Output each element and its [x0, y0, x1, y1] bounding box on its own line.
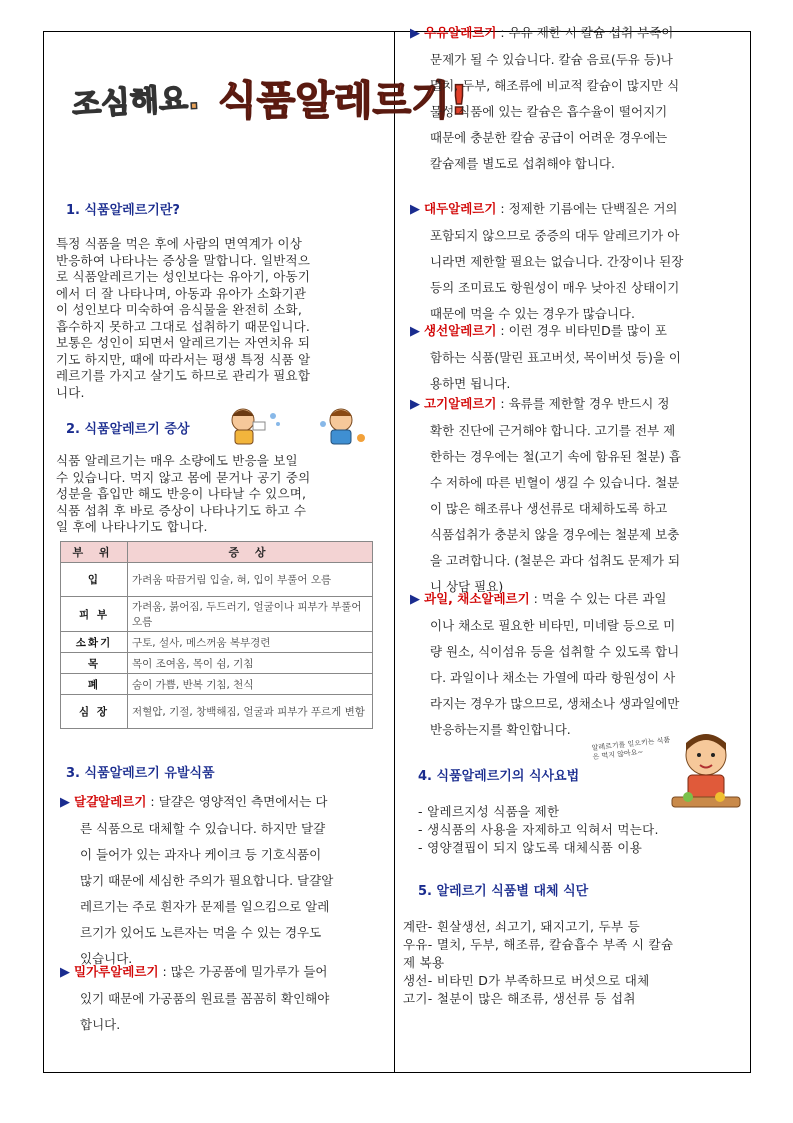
milk-allergy-item: ▶ 우유알레르기 : 우유 제한 시 칼슘 섭취 부족이 문제가 될 수 있습니다. 칼슘 음료(두유 등)나 멸치, 두부, 해조류에 비교적 칼슘이 많지만 식 물성 식품에 있는 칼슘은 흡수율이 떨어지기 때문에 충분한 칼슘 공급이 어려운 경우에는 칼슘제를 별도로 섭취해야 합니다. — [410, 20, 740, 177]
bullet-arrow-icon: ▶ — [60, 795, 70, 810]
title-banner-graphic — [68, 62, 469, 130]
sec5-heading: 5. 알레르기 식품별 대체 식단 — [418, 884, 589, 899]
title-banner — [68, 62, 469, 130]
symptom-table — [60, 541, 373, 729]
table-header-row — [61, 542, 373, 563]
eating-child-icon — [668, 725, 744, 815]
table-row: 소화기 구토, 설사, 메스꺼움 복부경련 — [61, 632, 373, 653]
bullet-arrow-icon: ▶ — [410, 26, 420, 41]
bullet-arrow-icon: ▶ — [410, 397, 420, 412]
coughing-child-icon — [315, 404, 375, 448]
bullet-arrow-icon: ▶ — [410, 202, 420, 217]
wheat-allergy-item: ▶ 밀가루알레르기 : 많은 가공품에 밀가루가 들어 있기 때문에 가공품의 원료를 꼼꼼히 확인해야 합니다. — [60, 959, 386, 1038]
sec3-heading: 3. 식품알레르기 유발식품 — [66, 766, 215, 781]
sec4-heading: 4. 식품알레르기의 식사요법 — [418, 769, 580, 784]
table-row: 심 장 저혈압, 기절, 창백해짐, 얼굴과 피부가 푸르게 변함 — [61, 695, 373, 729]
egg-allergy-item: ▶ 달걀알레르기 : 달걀은 영양적인 측면에서는 다 른 식품으로 대체할 수 있습니다. 하지만 달걀 이 들어가 있는 과자나 케이크 등 기호식품이 많기 때문에 세심한 주의가 필요합니다. 달걀알 레르기는 주로 흰자가 문제를 일으킴으로 알레 르기가 있어도 노른자는 먹을 수 있는 경우도 있습니다. — [60, 789, 386, 972]
banner-part-2: 식품알레르기! — [218, 78, 469, 124]
sec1-body: 특정 식품을 먹은 후에 사람의 면역계가 이상 반응하여 나타나는 증상을 말합니다. 일반적으 로 식품알레르기는 성인보다는 유아기, 아동기 에서 더 잘 나타나며, 아동과 유아가 소화기관 이 성인보다 미숙하여 음식물을 완전히 소화, 흡수하지 못하고 그대로 섭취하기 때문입니다. 보통은 성인이 되면서 알레르기는 자연치유 되 기도 하지만, 때에 따라서는 평생 특정 식품 알 레르기를 가지고 살기도 하므로 관리가 필요합 니다. — [56, 236, 311, 400]
fish-allergy-item: ▶ 생선알레르기 : 이런 경우 비타민D를 많이 포 함하는 식품(말린 표고버섯, 목이버섯 등)을 이 용하면 됩니다. — [410, 318, 740, 397]
fruit-vegetable-allergy-item: ▶ 과일, 채소알레르기 : 먹을 수 있는 다른 과일 이나 채소로 필요한 비타민, 미네랄 등으로 미 량 원소, 식이섬유 등을 섭취할 수 있도록 합니 다. 과일이나 채소는 가열에 따라 항원성이 사 라지는 경우가 많으므로, 생채소나 생과일에만 반응하는지를 확인합니다. — [410, 586, 740, 743]
sec2-body: 식품 알레르기는 매우 소량에도 반응을 보일 수 있습니다. 먹지 않고 몸에 묻거나 공기 중의 성분을 흡입만 해도 반응이 나타날 수 있으며, 식품 섭취 후 바로 증상이 나타나기도 하고 수 일 후에 나타나기도 합니다. — [56, 453, 311, 534]
table-row: 입 가려움 따끔거림 입술, 혀, 입이 부풀어 오름 — [61, 563, 373, 597]
column-divider — [394, 31, 395, 1073]
speech-caption: 알레르기를 일으키는 식품은 먹지 않아요~ — [591, 735, 671, 762]
table-row: 목 목이 조여옴, 목이 쉼, 기침 — [61, 653, 373, 674]
banner-part-1: 조심해요. — [71, 81, 201, 123]
table-header-part: 부 위 — [61, 542, 128, 563]
table-row: 피 부 가려움, 붉어짐, 두드러기, 얼굴이나 피부가 부풀어 오름 — [61, 597, 373, 632]
sec2-heading: 2. 식품알레르기 증상 — [66, 422, 190, 437]
bullet-arrow-icon: ▶ — [410, 324, 420, 339]
bullet-arrow-icon: ▶ — [60, 965, 70, 980]
sec5-body: 계란- 흰살생선, 쇠고기, 돼지고기, 두부 등 우유- 멸치, 두부, 해조류, 칼슘흡수 부족 시 칼슘 제 복용 생선- 비타민 D가 부족하므로 버섯으로 대체 고기- 철분이 많은 해조류, 생선류 등 섭취 — [403, 919, 674, 1006]
sec1-heading: 1. 식품알레르기란? — [66, 203, 180, 218]
sneezing-child-icon — [223, 404, 283, 448]
bullet-arrow-icon: ▶ — [410, 592, 420, 607]
table-header-symptom: 증 상 — [128, 542, 373, 563]
soy-allergy-item: ▶ 대두알레르기 : 정제한 기름에는 단백질은 거의 포함되지 않으므로 중증의 대두 알레르기가 아 니라면 제한할 필요는 없습니다. 간장이나 된장 등의 조미료도 항원성이 매우 낮아진 상태이기 때문에 먹을 수 있는 경우가 많습니다. — [410, 196, 740, 327]
sec4-body: - 알레르지성 식품을 제한 - 생식품의 사용을 자제하고 익혀서 먹는다. - 영양결핍이 되지 않도록 대체식품 이용 — [418, 804, 659, 855]
table-row: 폐 숨이 가쁨, 반복 기침, 천식 — [61, 674, 373, 695]
meat-allergy-item: ▶ 고기알레르기 : 육류를 제한할 경우 반드시 정 확한 진단에 근거해야 합니다. 고기를 전부 제 한하는 경우에는 철(고기 속에 함유된 철분) 흡 수 저하에 따른 빈혈이 생길 수 있습니다. 철분 이 많은 해조류나 생선류로 대체하도록 하고 식품섭취가 충분치 않을 경우에는 철분제 보충 을 고려합니다. (철분은 과다 섭취도 문제가 되 니 상담 필요) — [410, 391, 740, 600]
